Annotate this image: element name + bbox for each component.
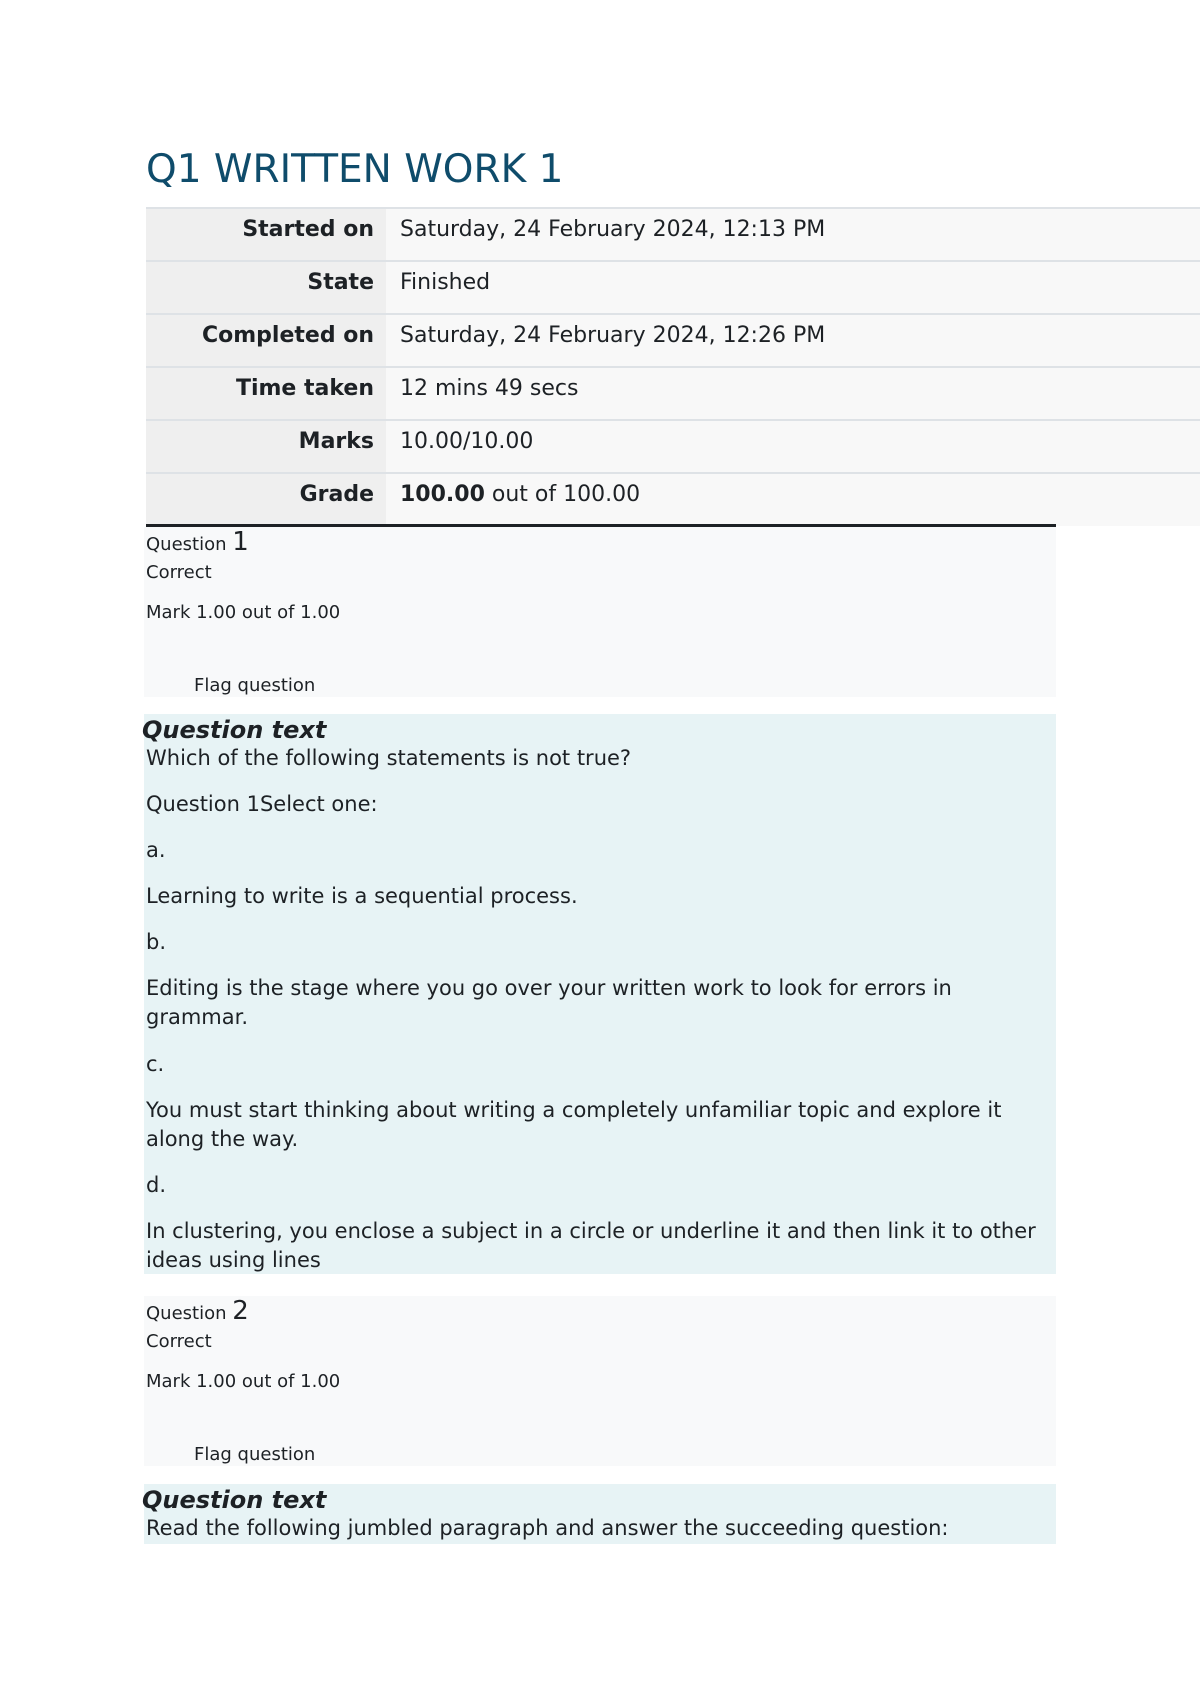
summary-label: Completed on xyxy=(146,314,386,367)
option-a-text[interactable]: Learning to write is a sequential process. xyxy=(146,884,578,908)
question-number xyxy=(146,1296,249,1326)
summary-value: Saturday, 24 February 2024, 12:13 PM xyxy=(386,208,1200,261)
question-1-info xyxy=(144,527,1056,697)
question-grade: Mark 1.00 out of 1.00 xyxy=(146,602,341,623)
summary-value: 12 mins 49 secs xyxy=(386,367,1200,420)
flag-question-button[interactable]: Flag question xyxy=(194,675,316,696)
summary-label: Time taken xyxy=(146,367,386,420)
question-number-value: 1 xyxy=(232,527,249,557)
select-one-prompt: Question 1Select one: xyxy=(146,792,378,816)
question-state: Correct xyxy=(146,1331,212,1352)
question-1-content xyxy=(144,714,1056,1274)
summary-row-time-taken xyxy=(146,367,1200,420)
summary-row-grade xyxy=(146,473,1200,526)
summary-label: Grade xyxy=(146,473,386,526)
summary-value: 10.00/10.00 xyxy=(386,420,1200,473)
option-c-text[interactable]: You must start thinking about writing a completely unfamiliar topic and explore it along the way. xyxy=(146,1098,1002,1151)
question-label: Question xyxy=(146,534,233,555)
question-number-value: 2 xyxy=(232,1296,249,1326)
summary-row-state xyxy=(146,261,1200,314)
question-text: Which of the following statements is not true? xyxy=(146,746,632,770)
summary-row-marks xyxy=(146,420,1200,473)
question-state: Correct xyxy=(146,562,212,583)
question-text: Read the following jumbled paragraph and answer the succeeding question: xyxy=(146,1516,949,1540)
question-2-info xyxy=(144,1296,1056,1466)
option-c-letter[interactable]: c. xyxy=(146,1052,165,1076)
flag-question-button[interactable]: Flag question xyxy=(194,1444,316,1465)
summary-row-completed-on xyxy=(146,314,1200,367)
summary-label: Marks xyxy=(146,420,386,473)
summary-label: Started on xyxy=(146,208,386,261)
summary-label: State xyxy=(146,261,386,314)
option-b-text[interactable]: Editing is the stage where you go over your written work to look for errors in grammar. xyxy=(146,976,952,1029)
option-b-letter[interactable]: b. xyxy=(146,930,167,954)
question-text-heading: Question text xyxy=(142,716,327,744)
summary-value: Saturday, 24 February 2024, 12:26 PM xyxy=(386,314,1200,367)
grade-score: 100.00 xyxy=(400,482,485,507)
grade-total: out of 100.00 xyxy=(484,482,641,507)
summary-value: Finished xyxy=(386,261,1200,314)
question-label: Question xyxy=(146,1303,233,1324)
option-a-letter[interactable]: a. xyxy=(146,838,166,862)
question-grade: Mark 1.00 out of 1.00 xyxy=(146,1371,341,1392)
quiz-summary-table xyxy=(146,207,1200,526)
option-d-text[interactable]: In clustering, you enclose a subject in a circle or underline it and then link it to other ideas using lines xyxy=(146,1219,1036,1272)
page-title: Q1 WRITTEN WORK 1 xyxy=(146,147,564,192)
option-d-letter[interactable]: d. xyxy=(146,1173,167,1197)
question-number xyxy=(146,527,249,557)
question-text-heading: Question text xyxy=(142,1486,327,1514)
question-2-content xyxy=(144,1484,1056,1544)
summary-value xyxy=(386,473,1200,526)
summary-row-started-on xyxy=(146,208,1200,261)
